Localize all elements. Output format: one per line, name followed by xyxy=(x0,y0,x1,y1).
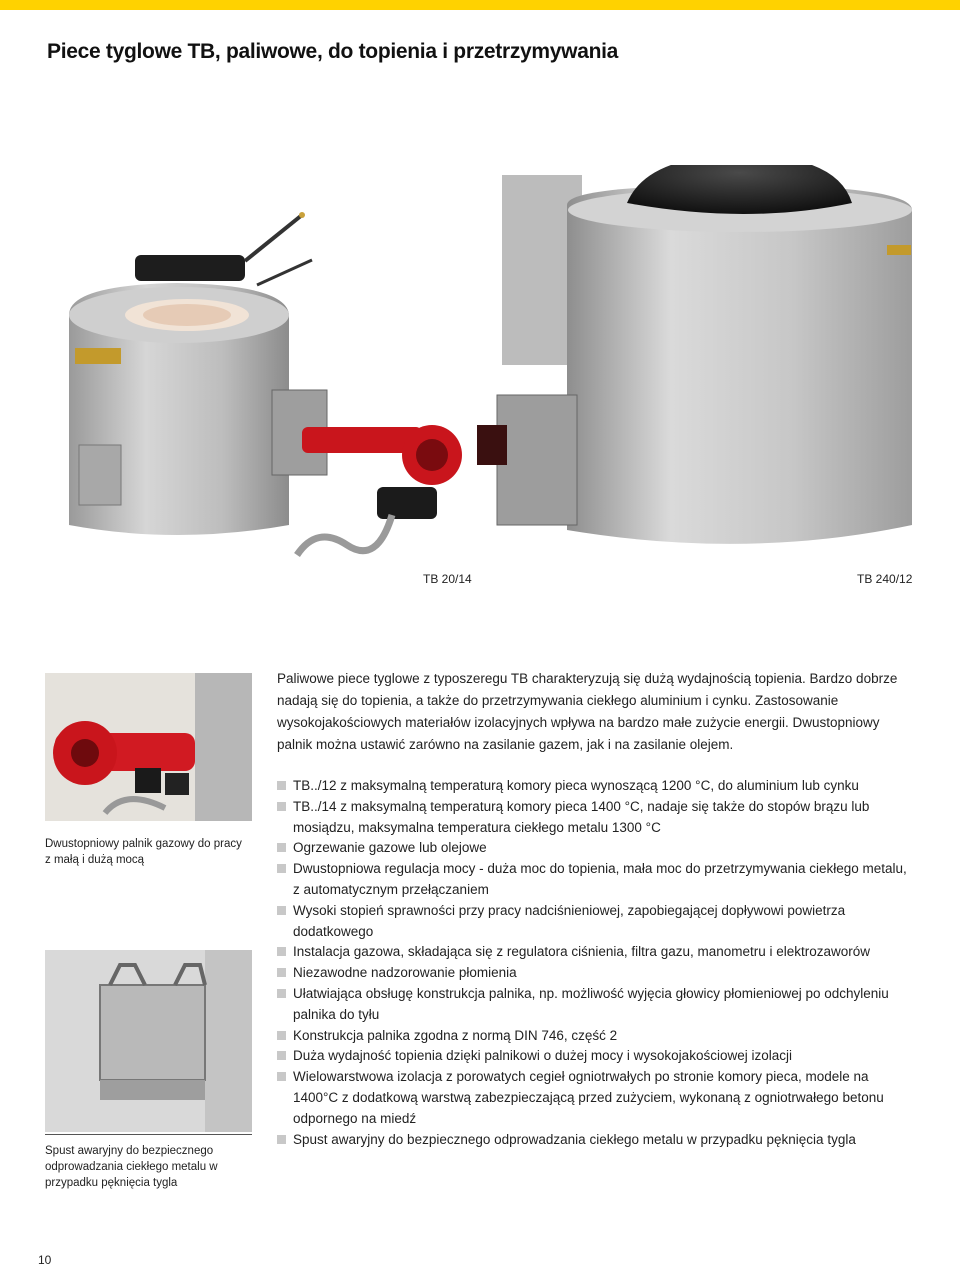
feature-item: Ułatwiająca obsługę konstrukcja palnika, np. możliwość wyjęcia głowicy płomieniowej po odchyleniu palnika do tyłu xyxy=(277,984,917,1026)
bullet-square-icon xyxy=(277,802,286,811)
drain-illustration xyxy=(45,950,252,1132)
drain-photo xyxy=(45,950,252,1132)
furnace-tb240-illustration xyxy=(477,165,912,544)
feature-item: Instalacja gazowa, składająca się z regulatora ciśnienia, filtra gazu, manometru i elektrozaworów xyxy=(277,942,917,963)
intro-paragraph: Paliwowe piece tyglowe z typoszeregu TB charakteryzują się dużą wydajnością topienia. Bardzo dobrze nadają się do topienia, a także do przetrzymywania ciekłego aluminium i cynku. Zastosowanie wysokojakościowych materiałów izolacyjnych wpływa na bardzo małe zużycie energii. Dwustopniowy palnik można ustawić zarówno na zasilanie gazem, jak i na zasilanie olejem. xyxy=(277,671,898,752)
feature-item: Konstrukcja palnika zgodna z normą DIN 746, część 2 xyxy=(277,1026,917,1047)
bullet-square-icon xyxy=(277,906,286,915)
bullet-square-icon xyxy=(277,1051,286,1060)
burner-caption: Dwustopniowy palnik gazowy do pracy z małą i dużą mocą xyxy=(45,838,242,866)
hero-furnaces-image xyxy=(47,165,927,565)
feature-item: Wysoki stopień sprawności przy pracy nadciśnieniowej, zapobiegającej dopływowi powietrza dodatkowego xyxy=(277,901,917,943)
feature-item: Niezawodne nadzorowanie płomienia xyxy=(277,963,917,984)
bullet-square-icon xyxy=(277,947,286,956)
feature-item: TB../12 z maksymalną temperaturą komory pieca wynoszącą 1200 °C, do aluminium lub cynku xyxy=(277,776,917,797)
feature-item: TB../14 z maksymalną temperaturą komory pieca 1400 °C, nadaje się także do stopów brązu lub mosiądzu, maksymalna temperatura ciekłego metalu 1300 °C xyxy=(277,797,917,839)
feature-list xyxy=(277,776,917,1150)
bullet-square-icon xyxy=(277,1072,286,1081)
burner-photo xyxy=(45,673,252,821)
bullet-square-icon xyxy=(277,989,286,998)
feature-item: Duża wydajność topienia dzięki palnikowi o dużej mocy i wysokojakościowej izolacji xyxy=(277,1046,917,1067)
page-number: 10 xyxy=(38,1253,52,1267)
bullet-square-icon xyxy=(277,1135,286,1144)
bullet-square-icon xyxy=(277,864,286,873)
bullet-square-icon xyxy=(277,968,286,977)
caption-divider xyxy=(45,1134,252,1135)
bullet-square-icon xyxy=(277,781,286,790)
caption-tb20: TB 20/14 xyxy=(423,572,472,586)
drain-caption: Spust awaryjny do bezpiecznego odprowadzania ciekłego metalu w przypadku pęknięcia tygla xyxy=(45,1145,218,1189)
feature-item: Wielowarstwowa izolacja z porowatych cegieł ogniotrwałych po stronie komory pieca, modele na 1400°C z dodatkową warstwą zabezpieczającą przed zużyciem, wykonaną z ogniotrwałego betonu odpornego na miedź xyxy=(277,1067,917,1129)
feature-item: Dwustopniowa regulacja mocy - duża moc do topienia, mała moc do przetrzymywania ciekłego metalu, z automatycznym przełączaniem xyxy=(277,859,917,901)
feature-item: Ogrzewanie gazowe lub olejowe xyxy=(277,838,917,859)
feature-item: Spust awaryjny do bezpiecznego odprowadzania ciekłego metalu w przypadku pęknięcia tygla xyxy=(277,1130,917,1151)
bullet-square-icon xyxy=(277,1031,286,1040)
page-title: Piece tyglowe TB, paliwowe, do topienia i przetrzymywania xyxy=(47,40,619,63)
burner-illustration xyxy=(45,673,252,821)
caption-tb240: TB 240/12 xyxy=(857,572,913,586)
furnace-tb20-illustration xyxy=(69,212,462,555)
bullet-square-icon xyxy=(277,843,286,852)
accent-bar xyxy=(0,0,960,10)
